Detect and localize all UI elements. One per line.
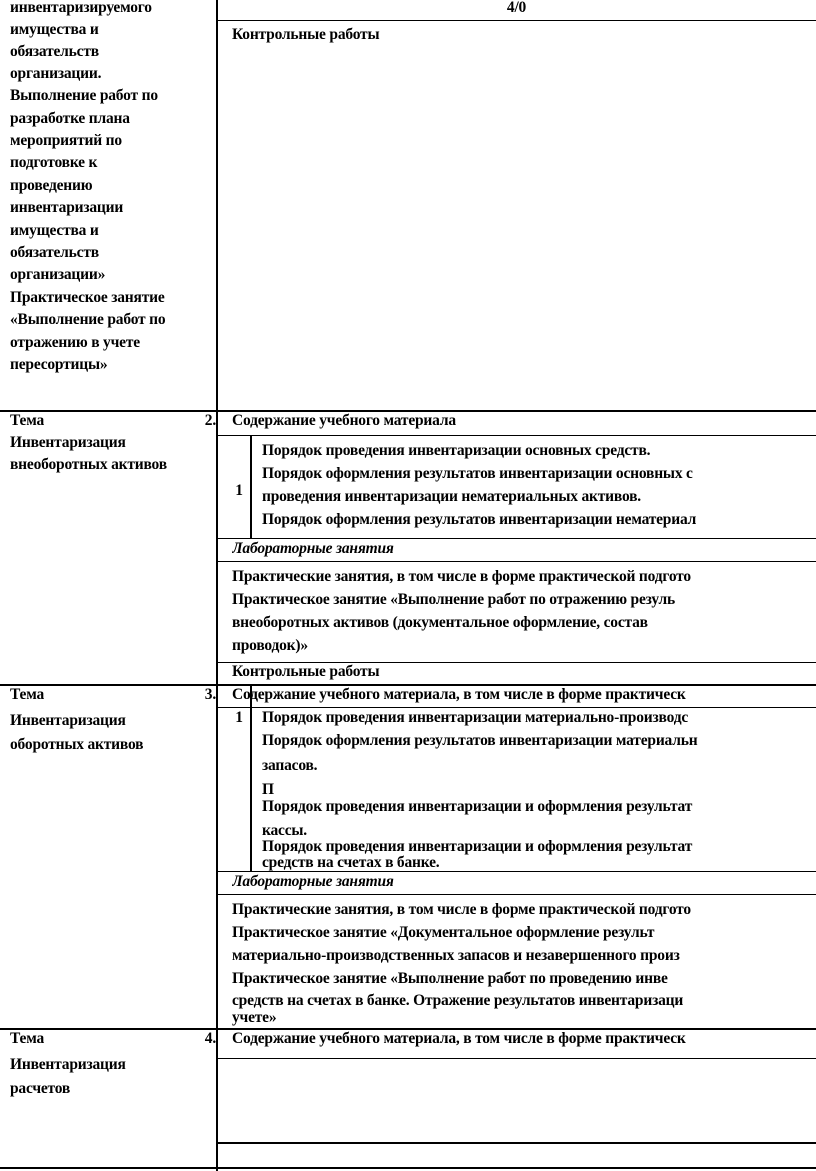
content-item: Порядок проведения инвентаризации основных средств. [262,442,651,459]
content-header: Содержание учебного материала [232,412,456,429]
practice-text: Практическое занятие «Документальное оформление результ [232,924,655,941]
topic-text: имущества и [10,21,99,38]
theme-title [10,410,216,432]
practice-text: учете» [232,1009,277,1026]
control-work-label: Контрольные работы [232,663,380,680]
theme-number: 4. [204,1030,216,1047]
table-border [217,561,816,562]
content-item: П [262,781,274,798]
table-border [217,1142,816,1144]
theme-title [10,1028,216,1050]
theme-number: 3. [204,686,216,703]
content-item: Порядок оформления результатов инвентаризации основных с [262,465,693,482]
topic-text: пересортицы» [10,356,108,373]
content-item: Порядок проведения инвентаризации и оформления результат [262,798,693,815]
practice-text: Практическое занятие «Выполнение работ по проведению инве [232,970,668,987]
topic-text: обязательств [10,244,99,261]
theme-number: 2. [204,412,216,429]
content-item: кассы. [262,822,307,839]
practice-text: Практическое занятие «Выполнение работ по отражению резуль [232,591,675,608]
table-border [217,20,816,21]
topic-text: организации. [10,65,102,82]
topic-text: имущества и [10,222,99,239]
item-number: 1 [235,709,243,726]
theme-name: внеоборотных активов [10,456,167,473]
table-border [216,0,218,1171]
topic-text: «Выполнение работ по [10,311,166,328]
topic-text: разработке плана [10,110,130,127]
content-item: Порядок оформления результатов инвентаризации нематериал [262,511,697,528]
content-item: Порядок проведения инвентаризации и оформления результат [262,838,693,855]
topic-text: отражению в учете [10,334,140,351]
content-item: запасов. [262,757,318,774]
content-item: Порядок оформления результатов инвентаризации материальн [262,732,698,749]
theme-name: Инвентаризация [10,1056,126,1073]
topic-text: подготовке к [10,154,98,171]
item-number: 1 [235,482,243,499]
practice-text: материально-производственных запасов и незавершенного произ [232,947,680,964]
theme-title [10,684,216,706]
table-border [217,1058,816,1059]
theme-name: Инвентаризация [10,434,126,451]
practice-text: средств на счетах в банке. Отражение результатов инвентаризаци [232,992,684,1009]
theme-name: расчетов [10,1080,71,1097]
practice-text: Практические занятия, в том числе в форме практической подгото [232,568,691,585]
topic-text: организации» [10,266,106,283]
topic-text: инвентаризируемого [10,0,152,16]
topic-text: Выполнение работ по [10,87,158,104]
content-item: проведения инвентаризации нематериальных активов. [262,488,641,505]
content-item: средств на счетах в банке. [262,854,440,871]
table-border [217,894,816,895]
topic-text: Практическое занятие [10,289,165,306]
theme-name: Инвентаризация [10,712,126,729]
theme-word: Тема [10,1030,45,1047]
practice-text: Практические занятия, в том числе в форме практической подгото [232,901,691,918]
table-header-value: 4/0 [506,0,527,16]
content-header: Содержание учебного материала, в том числе в форме практическ [232,686,686,703]
theme-name: оборотных активов [10,736,144,753]
theme-word: Тема [10,412,45,429]
table-border [217,435,816,436]
content-header: Содержание учебного материала, в том числе в форме практическ [232,1030,686,1047]
lab-label: Лабораторные занятия [232,873,394,890]
theme-word: Тема [10,686,45,703]
topic-text: мероприятий по [10,132,122,149]
table-border [0,1167,816,1169]
practice-text: внеоборотных активов (документальное оформление, состав [232,614,648,631]
practice-text: проводок)» [232,637,308,654]
control-work-label: Контрольные работы [232,26,380,43]
lab-label: Лабораторные занятия [232,540,394,557]
topic-text: обязательств [10,43,99,60]
content-item: Порядок проведения инвентаризации материально-производс [262,709,689,726]
topic-text: инвентаризации [10,199,124,216]
topic-text: проведению [10,177,93,194]
